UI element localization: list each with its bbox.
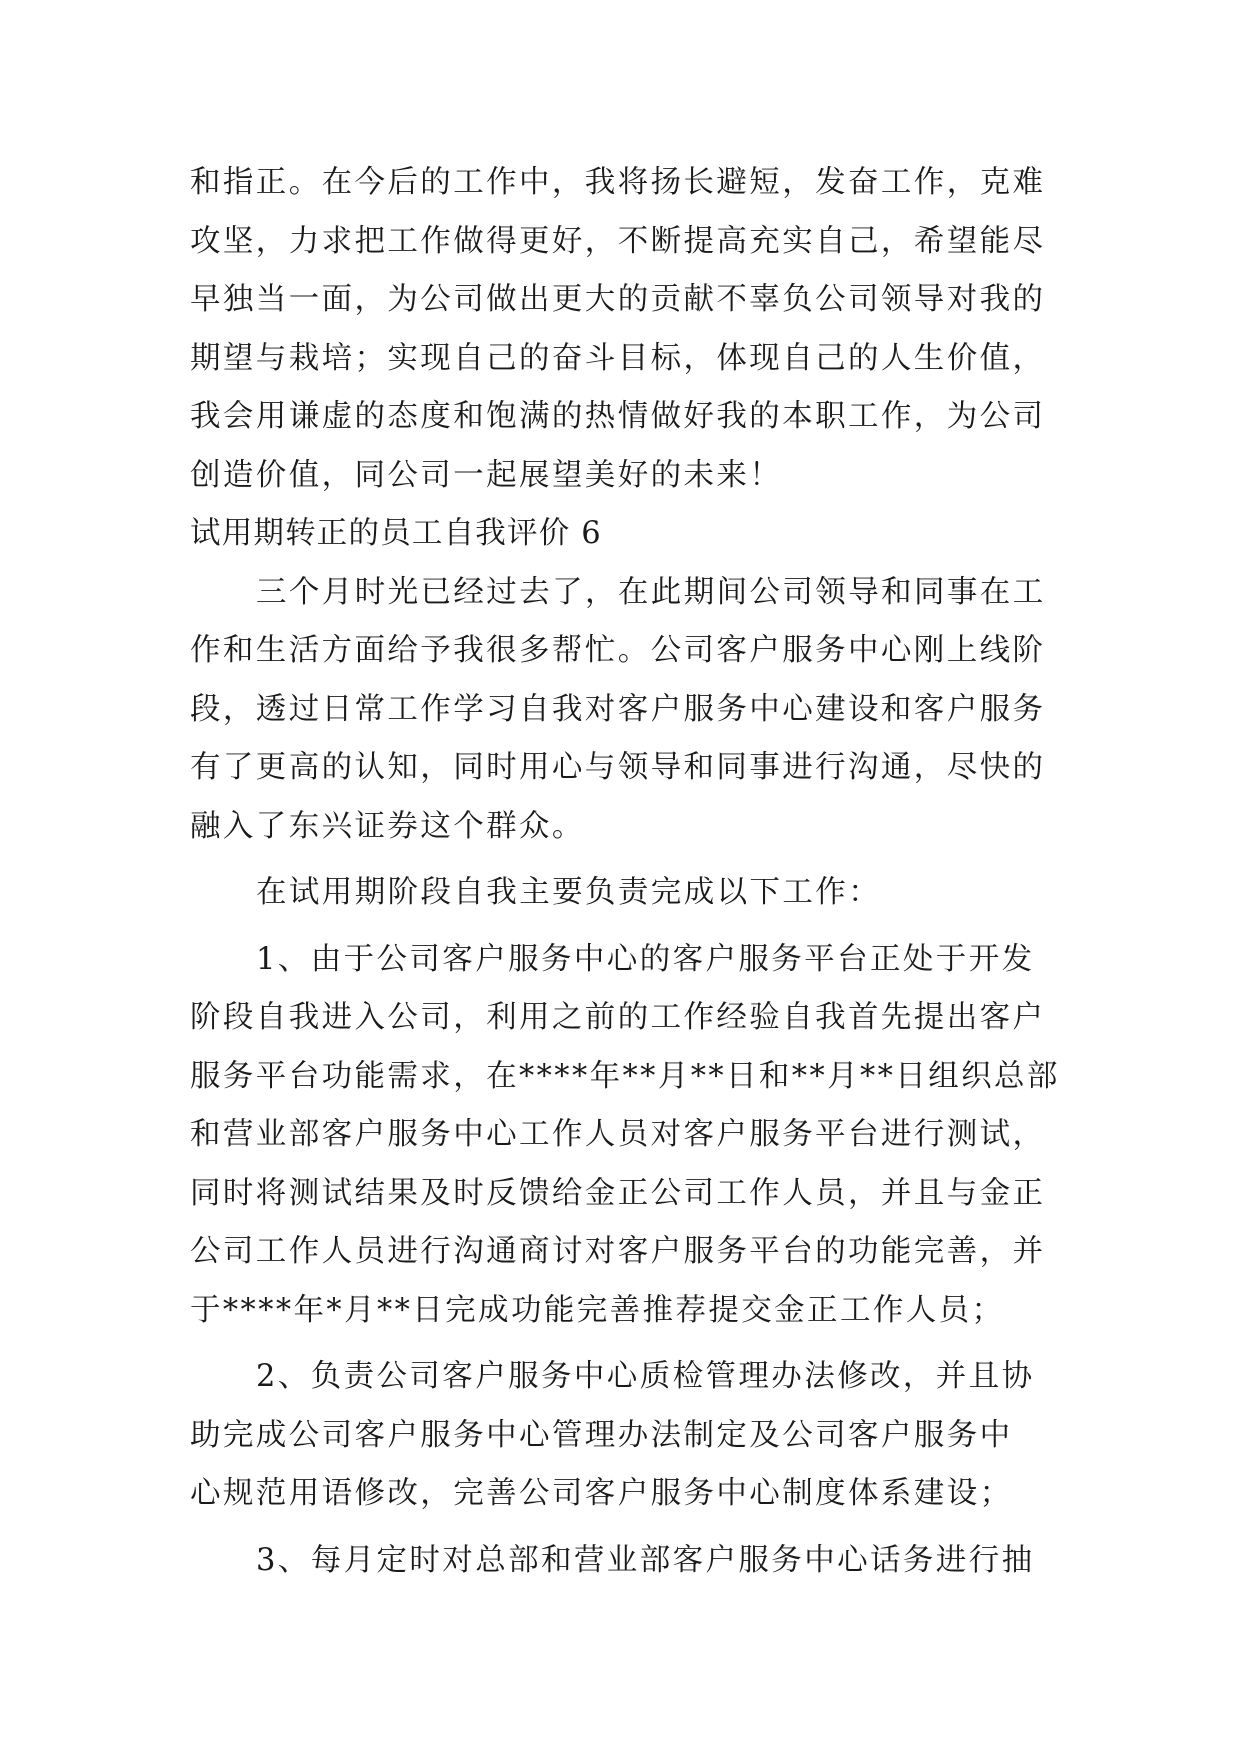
text-line: 1、由于公司客户服务中心的客户服务平台正处于开发 — [256, 941, 1035, 977]
text-line: 心规范用语修改，完善公司客户服务中心制度体系建设； — [190, 1476, 1013, 1511]
text-line: 和指正。在今后的工作中，我将扬长避短，发奋工作，克难 — [190, 165, 1046, 200]
text-line: 同时将测试结果及时反馈给金正公司工作人员，并且与金正 — [190, 1175, 1046, 1211]
paragraph-intro — [190, 564, 1070, 857]
document-body — [190, 154, 1070, 1590]
text-line: 攻坚，力求把工作做得更好，不断提高充实自己，希望能尽 — [190, 223, 1046, 259]
paragraph-item-2 — [190, 1348, 1070, 1524]
text-line: 公司工作人员进行沟通商讨对客户服务平台的功能完善，并 — [190, 1234, 1046, 1269]
text-line: 早独当一面，为公司做出更大的贡献不辜负公司领导对我的 — [190, 282, 1046, 317]
text-line: 在试用期阶段自我主要负责完成以下工作： — [256, 875, 882, 910]
paragraph-item-3 — [190, 1532, 1070, 1591]
paragraph-item-1 — [190, 931, 1070, 1341]
text-line: 2、负责公司客户服务中心质检管理办法修改，并且协 — [256, 1359, 1035, 1394]
paragraph-work-summary — [190, 864, 1070, 923]
text-line: 融入了东兴证券这个群众。 — [190, 808, 585, 844]
text-line: 段，透过日常工作学习自我对客户服务中心建设和客户服务 — [190, 691, 1046, 727]
text-line: 服务平台功能需求，在****年**月**日和**月**日组织总部 — [190, 1058, 1060, 1094]
text-line: 期望与栽培；实现自己的奋斗目标，体现自己的人生价值， — [190, 340, 1046, 376]
text-line: 作和生活方面给予我很多帮忙。公司客户服务中心刚上线阶 — [190, 633, 1046, 668]
section-heading — [190, 505, 1070, 564]
text-line: 于****年*月**日完成功能完善推荐提交金正工作人员； — [190, 1292, 1005, 1328]
text-line: 阶段自我进入公司，利用之前的工作经验自我首先提出客户 — [190, 1000, 1046, 1035]
text-line: 3、每月定时对总部和营业部客户服务中心话务进行抽 — [256, 1542, 1035, 1578]
text-line: 和营业部客户服务中心工作人员对客户服务平台进行测试， — [190, 1117, 1046, 1152]
text-line: 我会用谦虚的态度和饱满的热情做好我的本职工作，为公司 — [190, 399, 1046, 434]
text-line: 有了更高的认知，同时用心与领导和同事进行沟通，尽快的 — [190, 750, 1046, 785]
heading-text: 试用期转正的员工自我评价 6 — [190, 516, 602, 551]
text-line: 创造价值，同公司一起展望美好的未来！ — [190, 457, 783, 493]
text-line: 助完成公司客户服务中心管理办法制定及公司客户服务中 — [190, 1417, 1013, 1453]
paragraph-closing — [190, 154, 1070, 505]
text-line: 三个月时光已经过去了，在此期间公司领导和同事在工 — [256, 574, 1046, 610]
